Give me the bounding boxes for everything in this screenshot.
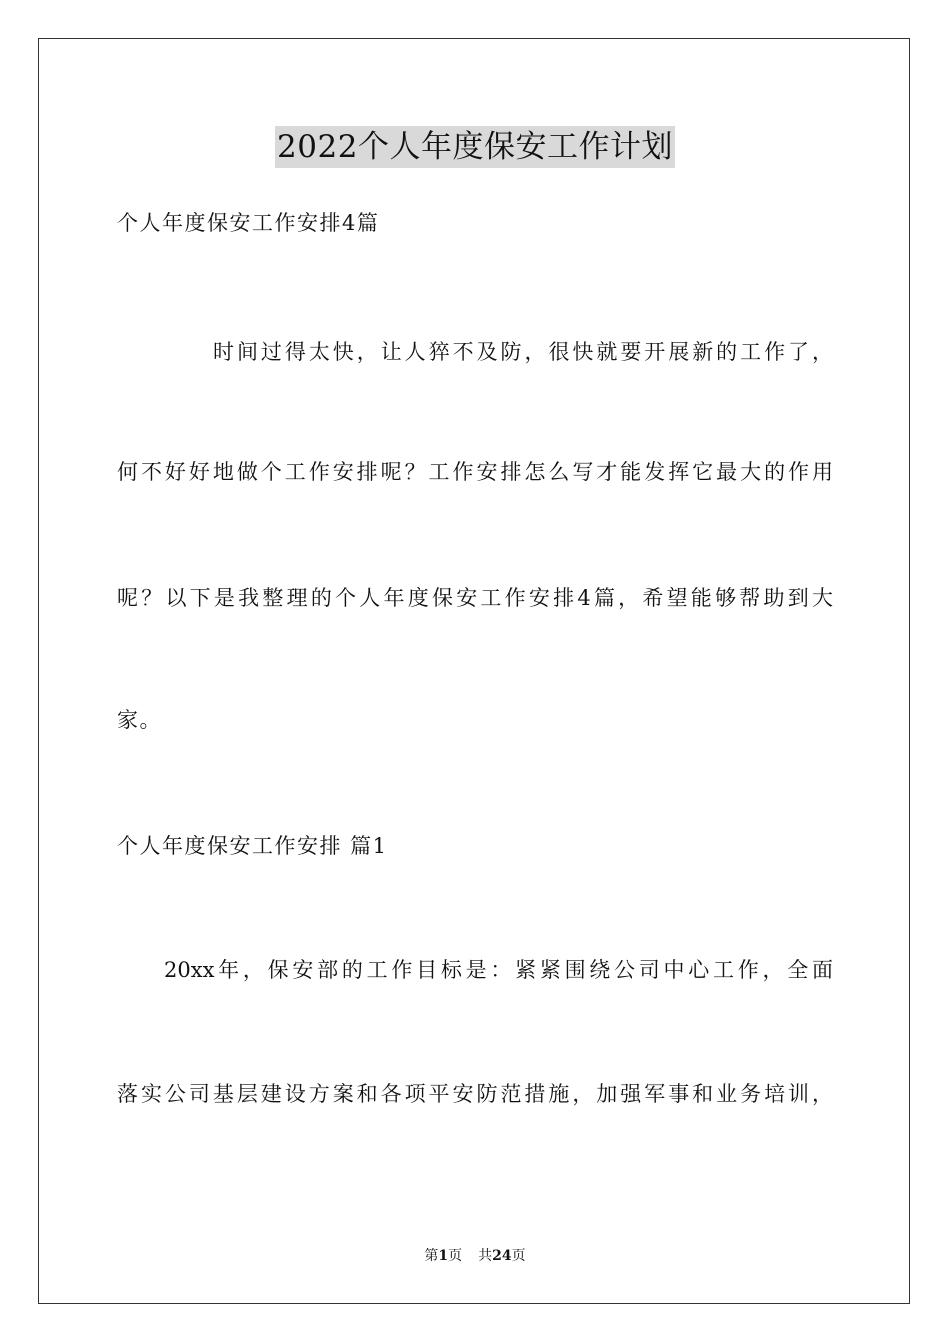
paragraph-line-2: 何不好好地做个工作安排呢？工作安排怎么写才能发挥它最大的作用 (117, 460, 833, 484)
section-heading: 个人年度保安工作安排 篇1 (117, 834, 388, 858)
paragraph-line-3: 呢？以下是我整理的个人年度保安工作安排4篇，希望能够帮助到大 (117, 586, 833, 610)
paragraph-line-4: 家。 (117, 708, 162, 732)
title-container (0, 126, 950, 168)
total-suffix: 页 (511, 1248, 526, 1264)
page-footer (0, 1246, 950, 1266)
paragraph-line-5: 20xx年，保安部的工作目标是：紧紧围绕公司中心工作，全面 (164, 958, 833, 982)
subtitle-line: 个人年度保安工作安排4篇 (117, 211, 380, 235)
document-title: 2022个人年度保安工作计划 (275, 126, 675, 168)
page-suffix: 页 (448, 1248, 463, 1264)
paragraph-line-6: 落实公司基层建设方案和各项平安防范措施，加强军事和业务培训， (117, 1082, 833, 1106)
page-prefix: 第 (424, 1248, 439, 1264)
total-pages: 24 (492, 1248, 512, 1264)
total-prefix: 共 (478, 1248, 493, 1264)
paragraph-line-1: 时间过得太快，让人猝不及防，很快就要开展新的工作了， (213, 340, 833, 364)
page-number: 1 (438, 1248, 449, 1264)
